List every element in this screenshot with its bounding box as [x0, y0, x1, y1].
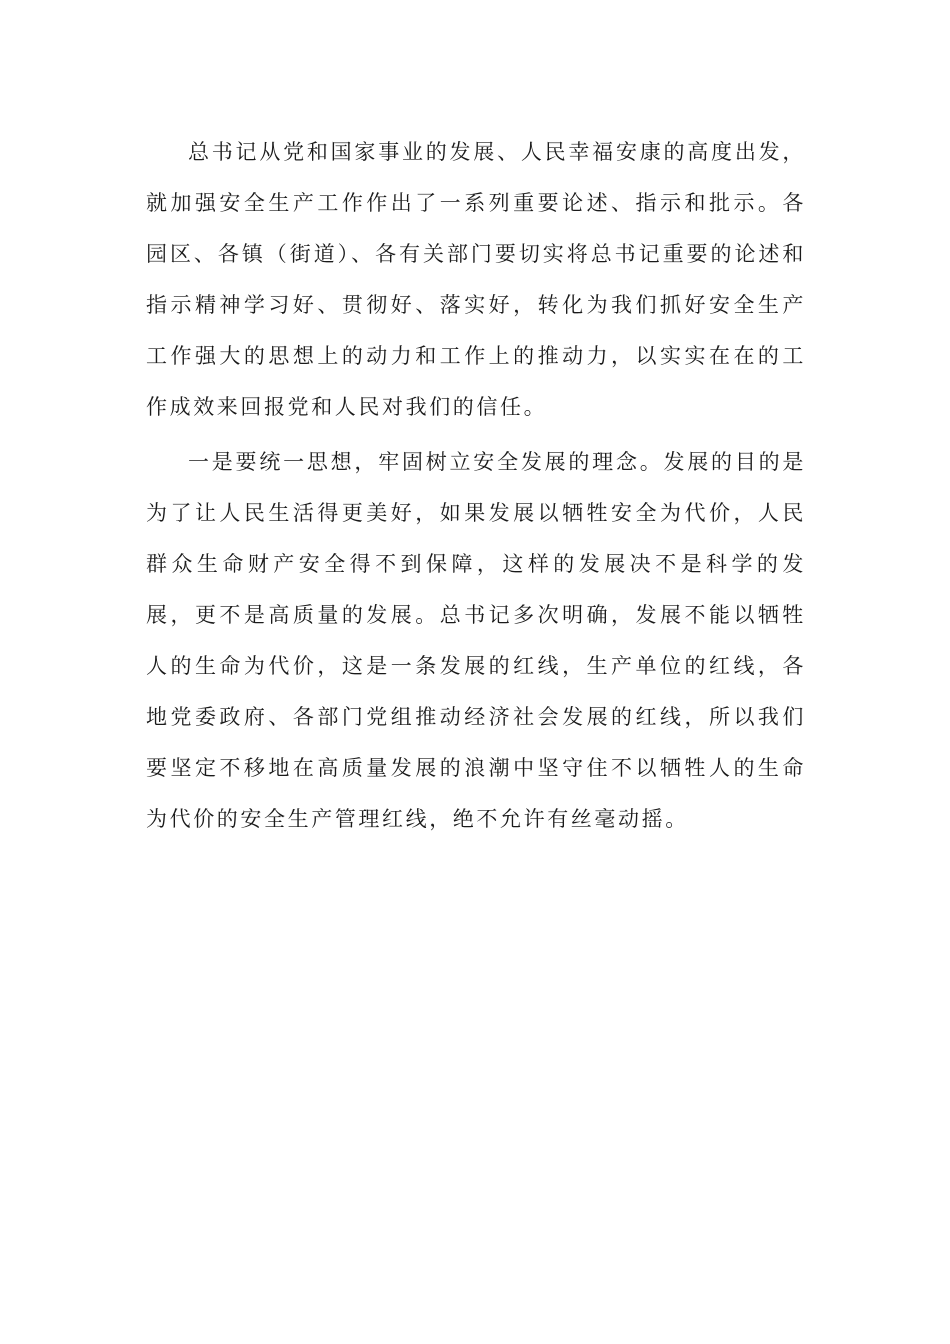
- document-body: [146, 127, 806, 849]
- paragraph-2: 一是要统一思想，牢固树立安全发展的理念。发展的目的是为了让人民生活得更美好，如果发展以牺牲安全为代价，人民群众生命财产安全得不到保障，这样的发展决不是科学的发展，更不是高质量的发展。总书记多次明确，发展不能以牺牲人的生命为代价，这是一条发展的红线，生产单位的红线，各地党委政府、各部门党组推动经济社会发展的红线，所以我们要坚定不移地在高质量发展的浪潮中坚守住不以牺牲人的生命为代价的安全生产管理红线，绝不允许有丝毫动摇。: [146, 450, 806, 831]
- paragraph-1: 总书记从党和国家事业的发展、人民幸福安康的高度出发，就加强安全生产工作作出了一系列重要论述、指示和批示。各园区、各镇（街道）、各有关部门要切实将总书记重要的论述和指示精神学习好、贯彻好、落实好，转化为我们抓好安全生产工作强大的思想上的动力和工作上的推动力，以实实在在的工作成效来回报党和人民对我们的信任。: [146, 140, 806, 419]
